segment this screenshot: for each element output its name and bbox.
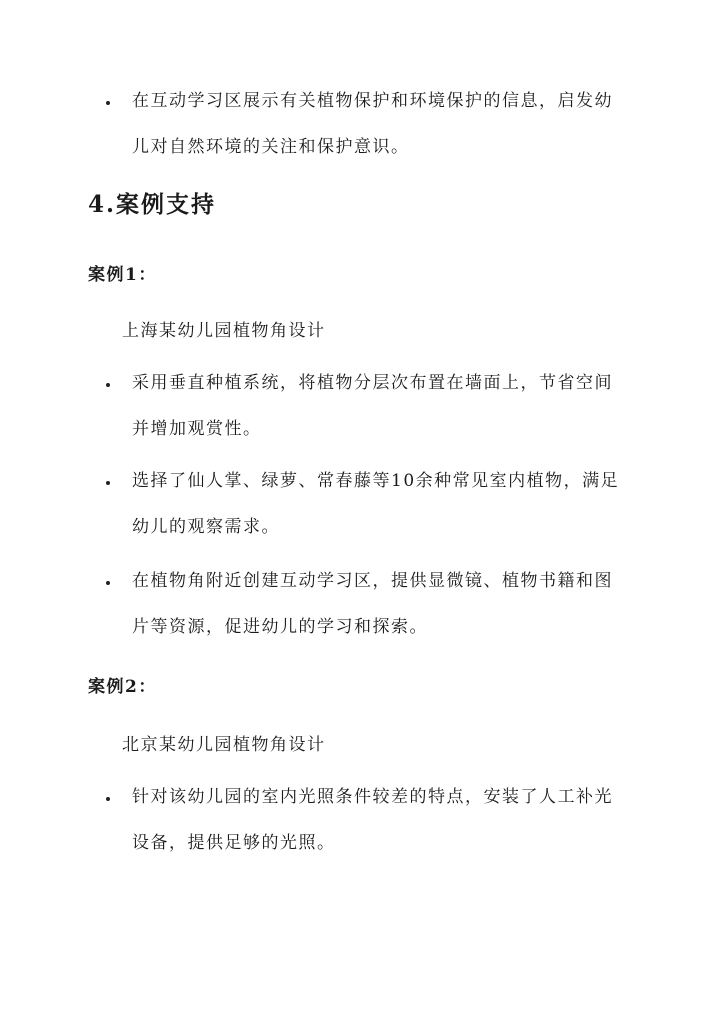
- bullet-dot: [106, 797, 110, 801]
- list-item: [106, 92, 626, 170]
- list-item: [106, 374, 626, 452]
- case-label: 案例1：: [88, 265, 157, 285]
- list-item-text: 针对该幼儿园的室内光照条件较差的特点，安装了人工补光设备，提供足够的光照。: [132, 787, 613, 853]
- list-item-text: 在互动学习区展示有关植物保护和环境保护的信息，启发幼儿对自然环境的关注和保护意识。: [132, 91, 613, 157]
- case-label: 案例2：: [88, 677, 157, 697]
- list-item-text: 在植物角附近创建互动学习区，提供显微镜、植物书籍和图片等资源，促进幼儿的学习和探索。: [132, 571, 613, 637]
- list-item: [106, 572, 626, 650]
- bullet-dot: [106, 383, 110, 387]
- bullet-dot: [106, 481, 110, 485]
- case-title: 北京某幼儿园植物角设计: [122, 735, 326, 755]
- case-title: 上海某幼儿园植物角设计: [122, 321, 326, 341]
- bullet-dot: [106, 581, 110, 585]
- list-item-text: 选择了仙人掌、绿萝、常春藤等10余种常见室内植物，满足幼儿的观察需求。: [132, 471, 620, 537]
- section-heading: 4.案例支持: [88, 191, 217, 218]
- list-item-text: 采用垂直种植系统，将植物分层次布置在墙面上，节省空间并增加观赏性。: [132, 373, 613, 439]
- bullet-dot: [106, 101, 110, 105]
- list-item: [106, 788, 626, 866]
- list-item: [106, 472, 626, 550]
